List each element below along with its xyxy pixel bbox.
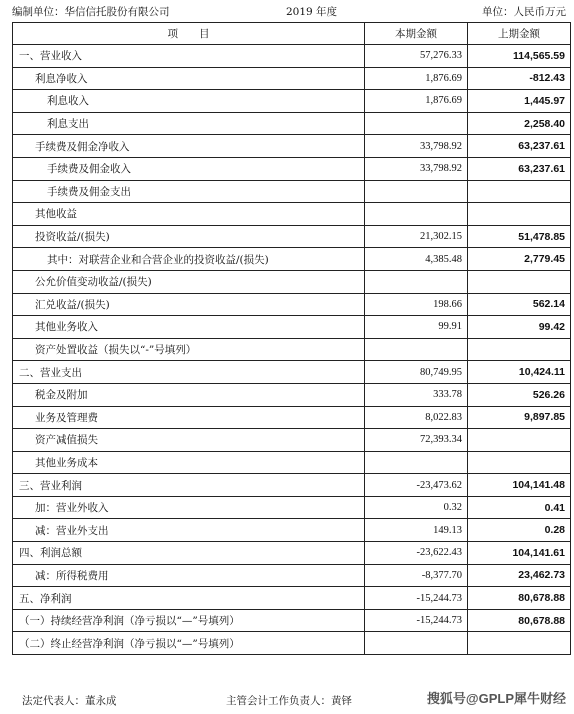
- row-current-amount: 57,276.33: [365, 45, 468, 68]
- table-row: [13, 496, 571, 519]
- org-name: 编制单位：华信信托股份有限公司: [12, 6, 170, 18]
- row-previous-amount: 562.14: [468, 293, 571, 316]
- row-item-label: 手续费及佣金收入: [13, 157, 365, 180]
- row-current-amount: 149.13: [365, 519, 468, 542]
- row-previous-amount: 104,141.61: [468, 542, 571, 565]
- row-item-label: 手续费及佣金支出: [13, 180, 365, 203]
- row-item-label: 减：所得税费用: [13, 564, 365, 587]
- row-previous-amount: 114,565.59: [468, 45, 571, 68]
- row-item-label: 减：营业外支出: [13, 519, 365, 542]
- column-header-previous: 上期金额: [468, 23, 571, 45]
- row-previous-amount: -812.43: [468, 67, 571, 90]
- row-previous-amount: 23,462.73: [468, 564, 571, 587]
- table-row: [13, 429, 571, 452]
- legal-representative: 法定代表人：董永成: [22, 695, 117, 707]
- table-row: [13, 180, 571, 203]
- row-previous-amount: 0.41: [468, 496, 571, 519]
- table-row: [13, 67, 571, 90]
- report-year: 2019 年度: [286, 6, 338, 18]
- row-item-label: 汇兑收益/(损失): [13, 293, 365, 316]
- table-row: [13, 564, 571, 587]
- row-current-amount: [365, 270, 468, 293]
- row-previous-amount: 51,478.85: [468, 225, 571, 248]
- row-current-amount: [365, 203, 468, 226]
- row-current-amount: 21,302.15: [365, 225, 468, 248]
- table-row: [13, 135, 571, 158]
- row-item-label: 税金及附加: [13, 383, 365, 406]
- table-row: [13, 90, 571, 113]
- table-row: [13, 361, 571, 384]
- row-previous-amount: [468, 203, 571, 226]
- row-current-amount: 80,749.95: [365, 361, 468, 384]
- column-header-current: 本期金额: [365, 23, 468, 45]
- row-item-label: 四、利润总额: [13, 542, 365, 565]
- row-current-amount: -15,244.73: [365, 609, 468, 632]
- row-current-amount: -15,244.73: [365, 587, 468, 610]
- row-previous-amount: [468, 429, 571, 452]
- table-row: [13, 293, 571, 316]
- row-item-label: 业务及管理费: [13, 406, 365, 429]
- row-previous-amount: 63,237.61: [468, 157, 571, 180]
- row-item-label: （一）持续经营净利润（净亏损以“—”号填列）: [13, 609, 365, 632]
- row-previous-amount: [468, 270, 571, 293]
- row-item-label: 其他收益: [13, 203, 365, 226]
- row-current-amount: [365, 180, 468, 203]
- row-current-amount: 8,022.83: [365, 406, 468, 429]
- row-current-amount: 33,798.92: [365, 157, 468, 180]
- row-previous-amount: 9,897.85: [468, 406, 571, 429]
- table-row: [13, 248, 571, 271]
- row-previous-amount: 526.26: [468, 383, 571, 406]
- income-statement-table: [12, 22, 571, 655]
- table-row: [13, 203, 571, 226]
- row-previous-amount: [468, 451, 571, 474]
- row-current-amount: 99.91: [365, 316, 468, 339]
- row-current-amount: 4,385.48: [365, 248, 468, 271]
- table-row: [13, 45, 571, 68]
- row-item-label: 利息净收入: [13, 67, 365, 90]
- row-previous-amount: 99.42: [468, 316, 571, 339]
- row-item-label: 资产处置收益（损失以“-”号填列）: [13, 338, 365, 361]
- row-item-label: 公允价值变动收益/(损失): [13, 270, 365, 293]
- row-item-label: 手续费及佣金净收入: [13, 135, 365, 158]
- row-previous-amount: 80,678.88: [468, 587, 571, 610]
- row-item-label: 二、营业支出: [13, 361, 365, 384]
- row-item-label: 资产减值损失: [13, 429, 365, 452]
- row-item-label: 其中：对联营企业和合营企业的投资收益/(损失): [13, 248, 365, 271]
- row-item-label: 加：营业外收入: [13, 496, 365, 519]
- table-header-row: [13, 23, 571, 45]
- row-item-label: 其他业务收入: [13, 316, 365, 339]
- row-previous-amount: 104,141.48: [468, 474, 571, 497]
- row-current-amount: 198.66: [365, 293, 468, 316]
- row-item-label: 其他业务成本: [13, 451, 365, 474]
- row-current-amount: 72,393.34: [365, 429, 468, 452]
- table-row: [13, 383, 571, 406]
- row-previous-amount: 80,678.88: [468, 609, 571, 632]
- row-previous-amount: [468, 632, 571, 655]
- row-previous-amount: 1,445.97: [468, 90, 571, 113]
- row-item-label: 利息支出: [13, 112, 365, 135]
- row-item-label: 利息收入: [13, 90, 365, 113]
- table-row: [13, 632, 571, 655]
- table-row: [13, 225, 571, 248]
- row-item-label: （二）终止经营净利润（净亏损以“—”号填列）: [13, 632, 365, 655]
- accounting-head: 主管会计工作负责人：黄铎: [226, 695, 352, 707]
- table-row: [13, 609, 571, 632]
- row-item-label: 一、营业收入: [13, 45, 365, 68]
- table-row: [13, 157, 571, 180]
- row-current-amount: 1,876.69: [365, 90, 468, 113]
- table-row: [13, 542, 571, 565]
- table-row: [13, 406, 571, 429]
- row-previous-amount: 10,424.11: [468, 361, 571, 384]
- currency-unit: 单位：人民币万元: [482, 6, 566, 18]
- table-row: [13, 338, 571, 361]
- watermark: 搜狐号@GPLP犀牛财经: [426, 691, 566, 706]
- row-previous-amount: 63,237.61: [468, 135, 571, 158]
- row-current-amount: [365, 632, 468, 655]
- column-header-item: 项 目: [13, 23, 365, 45]
- table-row: [13, 451, 571, 474]
- row-current-amount: 1,876.69: [365, 67, 468, 90]
- row-current-amount: 33,798.92: [365, 135, 468, 158]
- row-current-amount: -8,377.70: [365, 564, 468, 587]
- table-row: [13, 587, 571, 610]
- row-previous-amount: 0.28: [468, 519, 571, 542]
- row-current-amount: [365, 451, 468, 474]
- table-row: [13, 316, 571, 339]
- row-previous-amount: 2,779.45: [468, 248, 571, 271]
- table-row: [13, 474, 571, 497]
- row-current-amount: -23,622.43: [365, 542, 468, 565]
- row-current-amount: -23,473.62: [365, 474, 468, 497]
- table-row: [13, 112, 571, 135]
- table-row: [13, 270, 571, 293]
- row-previous-amount: 2,258.40: [468, 112, 571, 135]
- row-current-amount: 333.78: [365, 383, 468, 406]
- row-item-label: 三、营业利润: [13, 474, 365, 497]
- row-current-amount: 0.32: [365, 496, 468, 519]
- table-row: [13, 519, 571, 542]
- row-current-amount: [365, 338, 468, 361]
- row-item-label: 投资收益/(损失): [13, 225, 365, 248]
- row-previous-amount: [468, 180, 571, 203]
- row-previous-amount: [468, 338, 571, 361]
- row-item-label: 五、净利润: [13, 587, 365, 610]
- row-current-amount: [365, 112, 468, 135]
